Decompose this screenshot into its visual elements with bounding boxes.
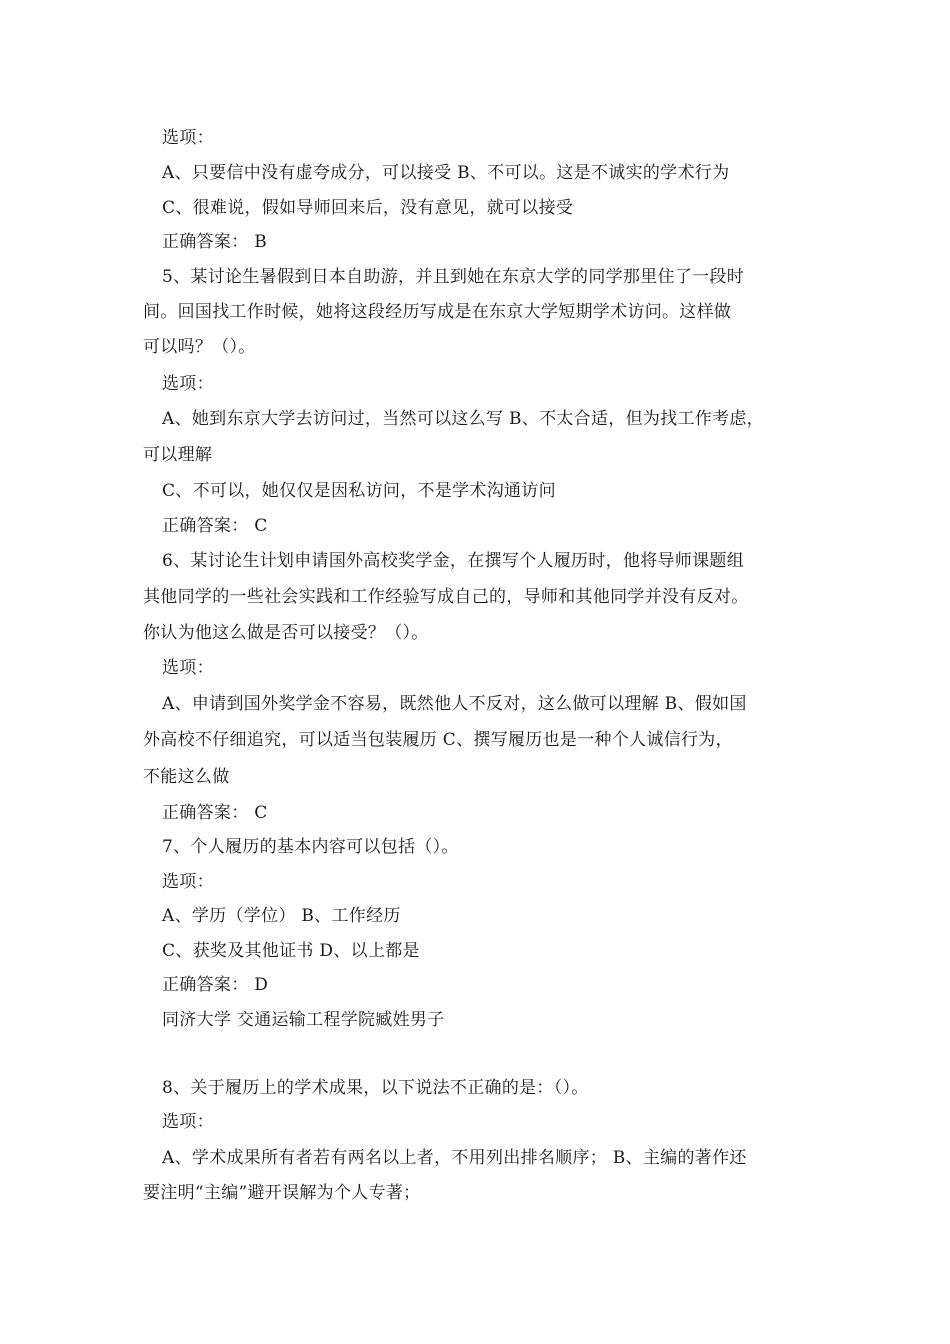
question-text: 间。回国找工作时候，她将这段经历写成是在东京大学短期学术访问。这样做 (143, 302, 732, 322)
question-text: 7、个人履历的基本内容可以包括（）。 (162, 837, 459, 857)
options-label: 选项： (162, 872, 214, 892)
options-label: 选项： (162, 374, 214, 394)
question-text: 可以吗？（）。 (143, 337, 256, 357)
options-label: 选项： (162, 128, 214, 148)
option-line: 要注明“主编”避开误解为个人专著； (143, 1183, 421, 1203)
question-text: 8、关于履历上的学术成果，以下说法不正确的是：（）。 (162, 1078, 589, 1098)
option-line: A、申请到国外奖学金不容易，既然他人不反对，这么做可以理解 B、假如国 (162, 694, 747, 714)
question-text: 5、某讨论生暑假到日本自助游，并且到她在东京大学的同学那里住了一段时 (162, 267, 745, 287)
option-line: 不能这么做 (143, 767, 230, 787)
option-line: A、学术成果所有者若有两名以上者，不用列出排名顺序； B、主编的著作还 (162, 1148, 747, 1168)
option-line: A、只要信中没有虚夸成分，可以接受 B、不可以。这是不诚实的学术行为 (162, 163, 730, 183)
option-line: 外高校不仔细追究，可以适当包装履历 C、撰写履历也是一种个人诚信行为， (143, 730, 733, 750)
question-text: 其他同学的一些社会实践和工作经验写成自己的，导师和其他同学并没有反对。 (143, 587, 749, 607)
answer-line: 正确答案： C (162, 803, 268, 823)
options-label: 选项： (162, 658, 214, 678)
option-line: 可以理解 (143, 445, 213, 465)
option-line: C、获奖及其他证书 D、以上都是 (162, 941, 420, 961)
option-line: A、学历（学位） B、工作经历 (162, 906, 401, 926)
option-line: C、很难说，假如导师回来后，没有意见，就可以接受 (162, 198, 574, 218)
answer-line: 正确答案： B (162, 232, 267, 252)
option-line: A、她到东京大学去访问过，当然可以这么写 B、不太合适，但为找工作考虑， (162, 409, 764, 429)
answer-line: 正确答案： D (162, 975, 269, 995)
question-text: 你认为他这么做是否可以接受？（）。 (143, 623, 429, 643)
option-line: C、不可以，她仅仅是因私访问，不是学术沟通访问 (162, 481, 556, 501)
answer-line: 正确答案： C (162, 516, 268, 536)
author-line: 同济大学 交通运输工程学院臧姓男子 (162, 1010, 445, 1030)
options-label: 选项： (162, 1112, 214, 1132)
question-text: 6、某讨论生计划申请国外高校奖学金，在撰写个人履历时，他将导师课题组 (162, 551, 745, 571)
